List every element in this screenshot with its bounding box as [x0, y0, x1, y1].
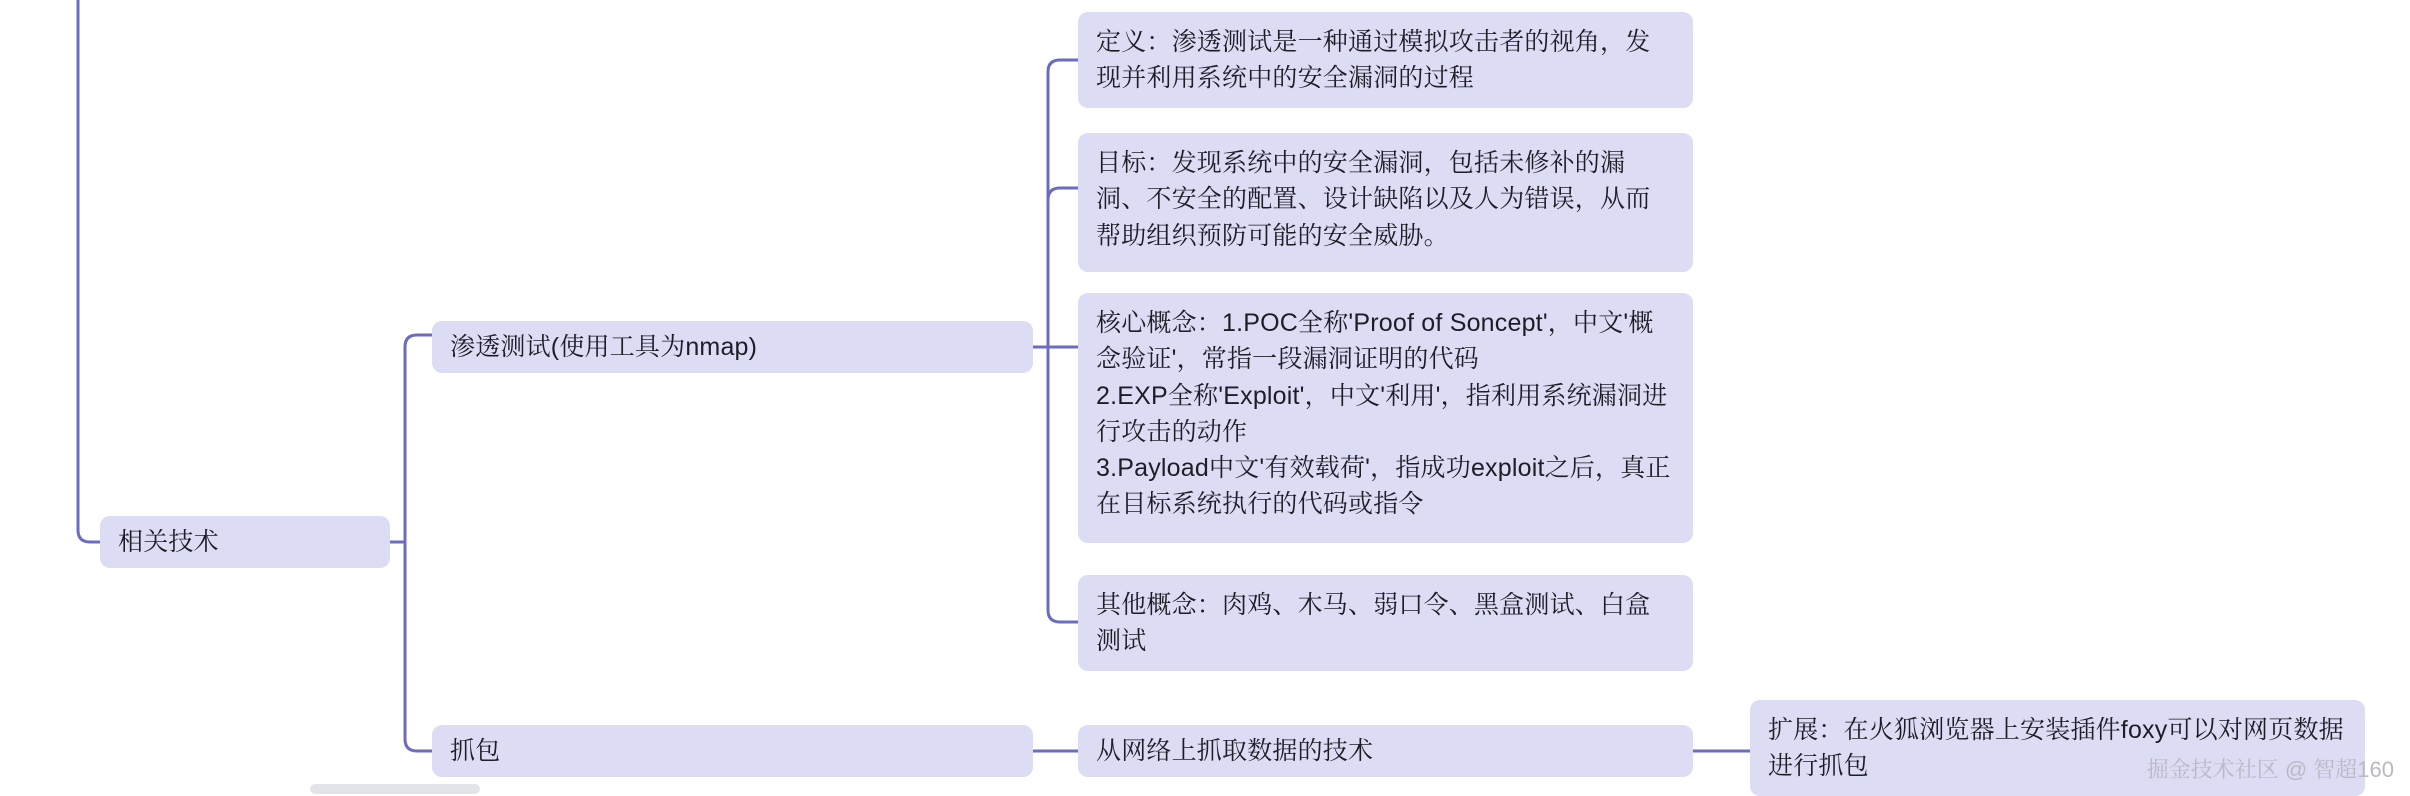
node-goal[interactable]	[1078, 133, 1693, 272]
node-capture-label: 抓包	[450, 736, 501, 765]
node-capture-extension-label: 扩展：在火狐浏览器上安装插件foxy可以对网页数据进行抓包	[1768, 716, 2344, 781]
node-root[interactable]	[100, 516, 390, 568]
node-capture-desc-label: 从网络上抓取数据的技术	[1096, 736, 1374, 765]
watermark: 掘金技术社区 @ 智超160	[2146, 757, 2394, 782]
horizontal-scrollbar[interactable]	[310, 784, 480, 794]
node-definition[interactable]	[1078, 12, 1693, 108]
node-definition-label: 定义：渗透测试是一种通过模拟攻击者的视角，发现并利用系统中的安全漏洞的过程	[1096, 28, 1651, 93]
core-concepts-line-2: 2.EXP全称'Exploit'，中文'利用'，指利用系统漏洞进行攻击的动作	[1096, 381, 1668, 446]
node-other-concepts[interactable]	[1078, 575, 1693, 671]
node-capture-desc[interactable]	[1078, 725, 1693, 777]
core-concepts-line-1: 核心概念：1.POC全称'Proof of Soncept'，中文'概念验证'，常指一段漏洞证明的代码	[1096, 309, 1654, 374]
node-capture[interactable]	[432, 725, 1033, 777]
node-core-concepts[interactable]	[1078, 293, 1693, 543]
node-goal-label: 目标：发现系统中的安全漏洞，包括未修补的漏洞、不安全的配置、设计缺陷以及人为错误，从而帮助组织预防可能的安全威胁。	[1096, 149, 1651, 250]
core-concepts-line-3: 3.Payload中文'有效载荷'，指成功exploit之后，真正在目标系统执行的代码或指令	[1096, 454, 1671, 519]
node-pentest-label: 渗透测试(使用工具为nmap)	[450, 332, 758, 361]
node-pentest[interactable]	[432, 321, 1033, 373]
node-other-concepts-label: 其他概念：肉鸡、木马、弱口令、黑盒测试、白盒测试	[1096, 591, 1651, 656]
node-root-label: 相关技术	[118, 527, 219, 556]
